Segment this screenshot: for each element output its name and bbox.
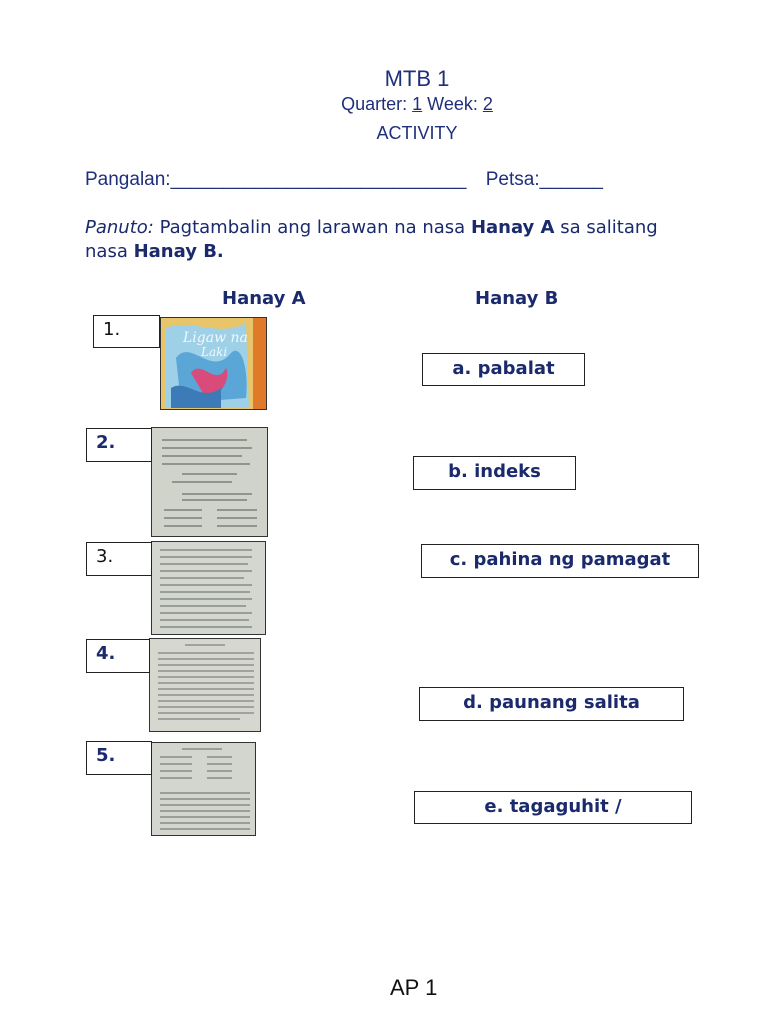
item-number-box-4	[86, 639, 150, 673]
quarter-week-line	[0, 94, 768, 115]
answer-box-d[interactable]: d. paunang salita	[419, 687, 684, 721]
instructions-text: sa salitang nasa	[85, 217, 658, 262]
item-number-box-5	[86, 741, 152, 775]
answer-box-b[interactable]: b. indeks	[413, 456, 576, 490]
preface-photo-image	[149, 638, 261, 732]
column-header-a: Hanay A	[222, 288, 306, 309]
instructions-hanay-a: Hanay A	[470, 217, 555, 238]
answer-box-a[interactable]: a. pabalat	[422, 353, 585, 386]
answer-box-c[interactable]: c. pahina ng pamagat	[421, 544, 699, 578]
instructions-lead: Panuto:	[85, 217, 154, 238]
instructions	[85, 216, 685, 264]
date-field[interactable]: Petsa:______	[485, 169, 603, 190]
week-value: 2	[482, 94, 493, 114]
name-date-row	[85, 169, 617, 191]
contents-photo-image	[151, 541, 266, 635]
page-photo-image	[151, 427, 268, 537]
item-number-box-1	[93, 315, 160, 348]
answer-box-e[interactable]: e. tagaguhit /	[414, 791, 692, 824]
index-photo-image	[151, 742, 256, 836]
instructions-hanay-b: Hanay B.	[133, 241, 224, 262]
page-footer: AP 1	[390, 975, 438, 1000]
column-header-b: Hanay B	[475, 288, 559, 309]
name-field[interactable]: Pangalan:____________________________	[85, 169, 467, 190]
item-number-box-2	[86, 428, 152, 462]
book-cover-image	[160, 317, 267, 410]
quarter-label: Quarter:	[341, 94, 413, 114]
item-number-box-3	[86, 542, 152, 576]
instructions-text: Pagtambalin ang larawan na nasa	[153, 217, 471, 238]
item-number: 2.	[96, 432, 116, 453]
svg-text:Ligaw na: Ligaw na	[183, 330, 248, 346]
svg-text:Laki: Laki	[201, 345, 228, 359]
page-title: MTB 1	[384, 66, 450, 91]
week-label: Week:	[422, 94, 483, 114]
item-number: 5.	[96, 745, 116, 766]
item-number: 4.	[96, 643, 116, 664]
quarter-value: 1	[412, 94, 423, 114]
activity-heading: ACTIVITY	[376, 123, 458, 143]
item-number: 1.	[103, 319, 121, 340]
item-number: 3.	[96, 546, 114, 567]
